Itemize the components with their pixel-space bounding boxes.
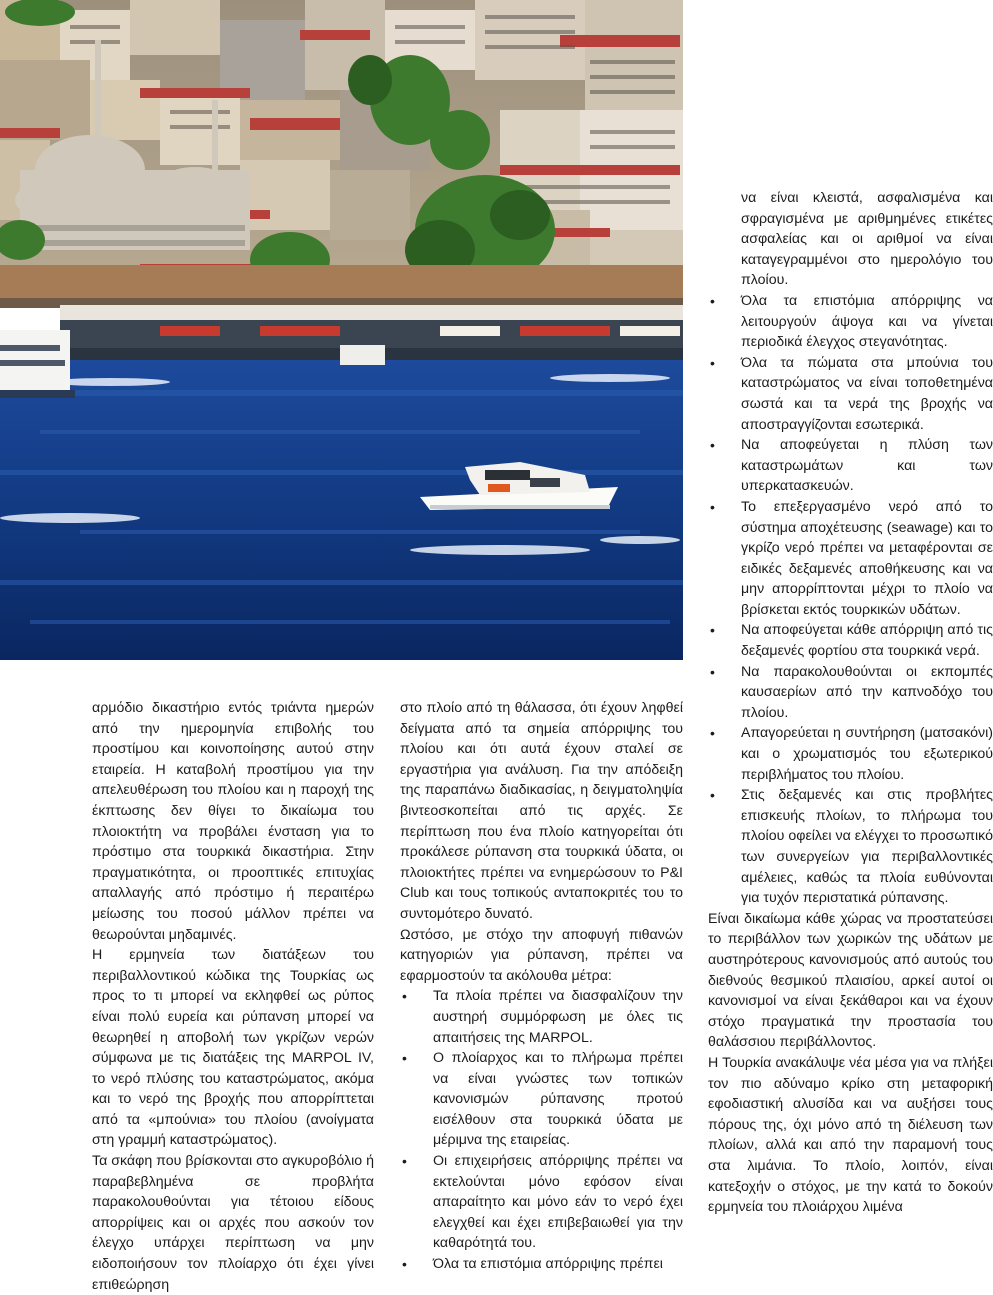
text-column-1 <box>92 698 374 1295</box>
list-item: • Να αποφεύγεται η πλύση των καταστρωμάτων και των υπερκατασκευών. <box>708 435 993 497</box>
list-item: • Να αποφεύγεται κάθε απόρριψη από τις δεξαμενές φορτίου στα τουρκικά νερά. <box>708 620 993 661</box>
list-item: • Ο πλοίαρχος και το πλήρωμα πρέπει να είναι γνώστες των τοπικών κανονισμών ρύπανσης προτού εισέλθουν στα τουρκικά ύδατα με μέριμνα της εταιρείας. <box>400 1048 683 1151</box>
paragraph: Είναι δικαίωμα κάθε χώρας να προστατεύσει το περιβάλλον των χωρικών της υδάτων με αυστηρότερους κανονισμούς από αυτούς του διεθνούς θεσμικού πλαισίου, αρκεί αυτοί οι κανονισμοί να είναι ξεκάθαροι και να έχουν στόχο πραγματικά την προστασία του θαλάσσιου περιβάλλοντος. <box>708 910 993 1051</box>
list-item: • Όλα τα πώματα στα μπούνια του καταστρώματος να είναι τοποθετημένα σωστά και τα νερά της βροχής να αποστραγγίζονται εσωτερικά. <box>708 353 993 435</box>
measures-list <box>400 986 683 1274</box>
list-item: • Όλα τα επιστόμια απόρριψης να λειτουργούν άψογα και να γίνεται περιοδικά έλεγχος στεγανότητας. <box>708 291 993 353</box>
paragraph: στο πλοίο από τη θάλασσα, ότι έχουν ληφθεί δείγματα από τα σημεία απόρριψης του πλοίου και ότι αυτά έχουν σταλεί σε εργαστήρια για ανάλυση. Για την απόδειξη της παραπάνω διαδικασίας, η δειγματοληψία βιντεοσκοπείται από τις αρχές. Σε περίπτωση που ένα πλοίο κατηγορείται ότι προκάλεσε ρύπανση στα τουρκικά ύδατα, οι πλοιοκτήτες πρέπει να ενημερώσουν το P&I Club και τους τοπικούς ανταποκριτές του το συντομότερο δυνατό. <box>400 700 683 922</box>
measures-list-continued <box>708 291 993 909</box>
list-item: • Όλα τα επιστόμια απόρριψης πρέπει <box>400 1254 683 1275</box>
paragraph: Ωστόσο, με στόχο την αποφυγή πιθανών κατηγοριών για ρύπανση, πρέπει να εφαρμοστούν τα ακόλουθα μέτρα: <box>400 926 683 984</box>
list-item: • Στις δεξαμενές και στις προβλήτες επισκευής πλοίων, το πλήρωμα του πλοίου οφείλει να ελέγχει το προσωπικό των συνεργείων για περιβαλλοντικές αμέλειες, καθώς τα πλοία ευθύνονται για τυχόν περιστατικά ρύπανσης. <box>708 785 993 909</box>
text-column-2 <box>400 698 683 1275</box>
list-item: • Τα πλοία πρέπει να διασφαλίζουν την αυστηρή συμμόρφωση με όλες τις απαιτήσεις της MARPOL. <box>400 986 683 1048</box>
list-item: • Το επεξεργασμένο νερό από το σύστημα αποχέτευσης (seawage) και το γκρίζο νερό πρέπει να μεταφέρονται σε ειδικές δεξαμενές αποθήκευσης και να μην απορρίπτονται μέχρι το πλοίο να βρίσκεται εκτός τουρκικών υδάτων. <box>708 497 993 621</box>
list-item: • Να παρακολουθούνται οι εκπομπές καυσαερίων από την καπνοδόχο του πλοίου. <box>708 662 993 724</box>
paragraph: αρμόδιο δικαστήριο εντός τριάντα ημερών από την ημερομηνία επιβολής του προστίμου και κοινοποίησης αυτού στην εταιρεία. Η καταβολή προστίμου για την απελευθέρωση του πλοίου και η παροχή της έκπτωσης δεν θίγει το δικαίωμα του πλοιοκτήτη να προβάλει ένσταση για το πρόστιμο στα τουρκικά δικαστήρια. Στην πραγματικότητα, οι προοπτικές επιτυχίας απαλλαγής από πρόστιμο ή περαιτέρω μείωσης του ποσού μάλλον πρέπει να θεωρούνται μηδαμινές. <box>92 700 374 943</box>
istanbul-golden-horn-photo-icon <box>0 0 683 660</box>
text-column-3 <box>708 188 993 1218</box>
list-item: • Οι επιχειρήσεις απόρριψης πρέπει να εκτελούνται μόνο εφόσον είναι απαραίτητο και μόνο εάν το νερό έχει ελεγχθεί και έχει επιβεβαιωθεί για την καθαρότητά του. <box>400 1151 683 1254</box>
list-item: • Απαγορεύεται η συντήρηση (ματσακόνι) και ο χρωματισμός του εξωτερικού περιβλήματος του πλοίου. <box>708 723 993 785</box>
paragraph: Η ερμηνεία των διατάξεων του περιβαλλοντικού κώδικα της Τουρκίας ως προς το τι μπορεί να εκληφθεί ως ρύπος είναι πολύ ευρεία και ρύπανση μπορεί να θεωρηθεί η αποβολή των γκρίζων νερών σύμφωνα με τις διατάξεις της MARPOL IV, το νερό πλύσης του καταστρώματος, ακόμα και το νερό της βροχής που απορρίπτεται από τα «μπούνια» του πλοίου (ανοίγματα στη γραμμή καταστρώματος). <box>92 947 374 1149</box>
list-item-continuation: να είναι κλειστά, ασφαλισμένα και σφραγισμένα με αριθμημένες ετικέτες ασφαλείας και οι αριθμοί να είναι καταγεγραμμένοι στο ημερολόγιο του πλοίου. <box>741 190 993 289</box>
harbor-photo <box>0 0 683 660</box>
paragraph: Τα σκάφη που βρίσκονται στο αγκυροβόλιο ή παραβεβλημένα σε προβλήτα παρακολουθούνται για τέτοιου είδους απορρίψεις και οι αρχές που ασκούν τον έλεγχο υπάρχει περίπτωση να μην ειδοποιήσουν τον πλοίαρχο ότι έχει γίνει επιθεώρηση <box>92 1153 374 1293</box>
paragraph: Η Τουρκία ανακάλυψε νέα μέσα για να πλήξει τον πιο αδύναμο κρίκο στη μεταφορική εφοδιαστική αλυσίδα και να αυξήσει τους πόρους της, όχι μόνο από τη διέλευση των πλοίων, αλλά και από την παραμονή τους στα λιμάνια. Το πλοίο, λοιπόν, είναι κατεξοχήν ο στόχος, με την κατά το δοκούν ερμηνεία του πλοιάρχου λιμένα <box>708 1054 993 1216</box>
